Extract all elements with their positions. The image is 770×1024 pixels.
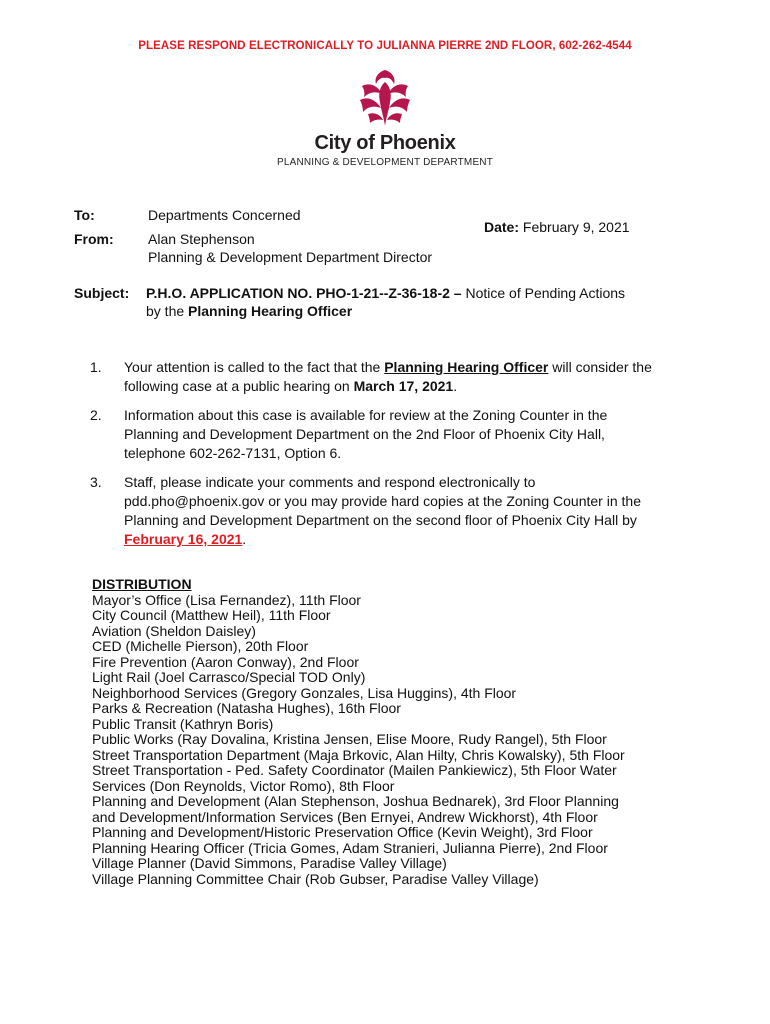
item-text-part: . [242, 531, 247, 547]
distribution-line: Village Planner (David Simmons, Paradise Valley Village) [92, 855, 447, 871]
distribution-heading: DISTRIBUTION [92, 576, 192, 592]
list-item [90, 358, 650, 398]
distribution-line: Planning and Development (Alan Stephenson, Joshua Bednarek), 3rd Floor Planning [92, 793, 619, 809]
hearing-date: March 17, 2021 [353, 378, 454, 394]
date-value: February 9, 2021 [522, 219, 630, 235]
subject-by: by the [146, 303, 189, 319]
date-line [484, 218, 630, 236]
distribution-line: Planning Hearing Officer (Tricia Gomes, Adam Stranieri, Julianna Pierre), 2nd Floor [92, 839, 608, 856]
distribution-line: Village Planning Committee Chair (Rob Gubser, Paradise Valley Village) [92, 870, 539, 887]
item-text-part: Staff, please indicate your comments and respond electronically to pdd.pho@phoenix.gov or you may provide hard copies at the Zoning Counter in the Planning and Development Department on the second floor of Phoenix City Hall by [124, 474, 641, 528]
distribution-line: Fire Prevention (Aaron Conway), 2nd Floor [92, 653, 359, 670]
distribution-line: Light Rail (Joel Carrasco/Special TOD Only) [92, 669, 366, 685]
item-text: Information about this case is available for review at the Zoning Counter in the Planning and Development Department on the 2nd Floor of Phoenix City Hall, telephone 602-262-7131, Option 6. [124, 407, 608, 461]
from-block [148, 230, 432, 266]
distribution-line: Mayor’s Office (Lisa Fernandez), 11th Floor [92, 591, 361, 608]
distribution-list [92, 577, 712, 887]
distribution-line: Aviation (Sheldon Daisley) [92, 622, 256, 639]
item-text [124, 473, 664, 549]
subject-application: P.H.O. APPLICATION NO. PHO-1-21--Z-36-18-2 – [146, 285, 462, 301]
subject-rest: Notice of Pending Actions [461, 285, 626, 301]
subject-label: Subject: [74, 285, 130, 301]
distribution-line: Planning and Development/Historic Preservation Office (Kevin Weight), 3rd Floor [92, 824, 593, 840]
distribution-line: Services (Don Reynolds, Victor Romo), 8th Floor [92, 777, 395, 794]
date-label: Date: [484, 219, 520, 235]
respond-banner: PLEASE RESPOND ELECTRONICALLY TO JULIANNA PIERRE 2ND FLOOR, 602-262-4544 [138, 40, 632, 52]
subject-officer: Planning Hearing Officer [188, 303, 353, 319]
to-label: To: [74, 207, 95, 223]
distribution-line: Public Transit (Kathryn Boris) [92, 715, 274, 732]
phoenix-bird-logo-icon [352, 64, 418, 130]
distribution-line: Neighborhood Services (Gregory Gonzales, Lisa Huggins), 4th Floor [92, 684, 517, 701]
subject-block [74, 284, 625, 320]
distribution-line: CED (Michelle Pierson), 20th Floor [92, 638, 309, 654]
list-item [90, 473, 650, 553]
item-text [124, 358, 664, 396]
distribution-line: Parks & Recreation (Natasha Hughes), 16th Floor [92, 700, 401, 716]
to-value: Departments Concerned [148, 207, 301, 223]
item-text-part: Your attention is called to the fact that the [124, 359, 385, 375]
item-text-part: will consider the following case at a public hearing on [124, 359, 652, 394]
item-officer: Planning Hearing Officer [384, 359, 549, 375]
item-text-part: . [453, 378, 458, 394]
distribution-line: and Development/Information Services (Ben Ernyei, Andrew Wickhorst), 4th Floor [92, 808, 598, 825]
distribution-line: Public Works (Ray Dovalina, Kristina Jensen, Elise Moore, Rudy Rangel), 5th Floor [92, 731, 607, 747]
from-name: Alan Stephenson [148, 231, 255, 247]
distribution-line: Street Transportation - Ped. Safety Coordinator (Mailen Pankiewicz), 5th Floor Water [92, 762, 617, 778]
list-item [90, 406, 650, 466]
city-name: City of Phoenix [314, 132, 456, 154]
distribution-line: Street Transportation Department (Maja Brkovic, Alan Hilty, Chris Kowalsky), 5th Floor [92, 746, 625, 763]
department-name: PLANNING & DEVELOPMENT DEPARTMENT [276, 157, 494, 168]
item-number: 3. [90, 474, 102, 490]
item-number: 1. [90, 359, 102, 375]
response-deadline: February 16, 2021 [124, 531, 243, 547]
from-title: Planning & Development Department Director [148, 249, 433, 265]
item-number: 2. [90, 407, 102, 423]
from-label: From: [74, 231, 114, 247]
distribution-line: City Council (Matthew Heil), 11th Floor [92, 607, 331, 623]
